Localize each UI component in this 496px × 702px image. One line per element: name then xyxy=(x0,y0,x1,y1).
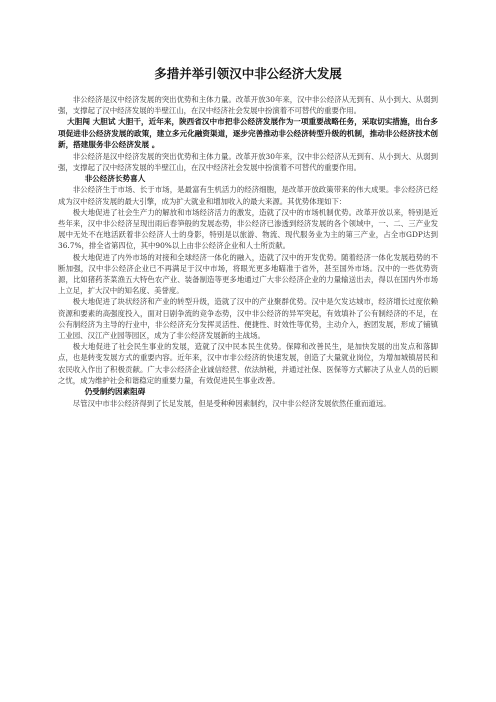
section-heading-growth: 非公经济长势喜人 xyxy=(84,174,146,184)
paragraph-growth-overview: 非公经济生于市场、长于市场，是最富有生机活力的经济细胞，是改革开放政策带来的伟大成果。非公经济已经成为汉中经济发展的最大引擎，成为扩大就业和增加收入的最大来源。其优势体现如下： xyxy=(58,185,438,206)
paragraph-industry-advantage: 极大地促进了块状经济和产业的转型升级，造就了汉中的产业聚群优势。汉中是欠发达城市，经济增长过度依赖资源和要素的高强度投入，面对日剧争流的竞争态势，汉中非公经济的异军突起，有效填补了公有制经济的不足，在公有制经济为主导的行业中，非公经济充分发挥灵活性、便捷性、时效性等优势，主动介入，抱团发展，形成了铺镇工业园、汉江产业园等园区，成为了非公经济发展新的主战场。 xyxy=(58,297,438,341)
document-title: 多措并举引领汉中非公经济大发展 xyxy=(154,66,342,81)
paragraph-bold-summary: 大胆闯 大胆试 大胆干，近年来，陕西省汉中市把非公经济发展作为一项重要战略任务，采取切实措施，出台多项促进非公经济发展的政策，建立多元化融资渠道，逐步完善推动非公经济转型升级的机制，推动非公经济技术创新，搭建服务非公经济发展 。 xyxy=(58,117,438,150)
paragraph-intro-repeat: 非公经济是汉中经济发展的突出优势和主体力量。改革开放30年来，汉中非公经济从无到有、从小到大、从弱到强，支撑起了汉中经济发展的半壁江山，在汉中经济社会发展中扮演着不可替代的重要作用。 xyxy=(58,151,438,172)
paragraph-constraints: 尽管汉中市非公经济得到了长足发展，但是受种种因素制约，汉中非公经济发展依然任重而道远。 xyxy=(72,398,391,408)
paragraph-market-advantage: 极大地促进了社会生产力的解放和市场经济活力的激发，造就了汉中的市场机制优势。改革开放以来，特别是近些年来，汉中非公经济呈现出雨后春笋般的发展态势，非公经济已渗透到经济发展的各个领域中，一、二、三产业发展中无处不在地活跃着非公经济人士的身影，特别是以旅游、物流、现代服务业为主的第三产业，占全市GDP达到36.7%，排全省第四位，其中90%以上由非公经济企业和人士所贡献。 xyxy=(58,207,438,251)
paragraph-open-advantage: 极大地促进了内外市场的对接和全球经济一体化的融入，造就了汉中的开发优势。随着经济一体化发展趋势的不断加强，汉中非公经济企业已不再满足于汉中市场，将眼光更多地瞄准于省外，甚至国外市场。汉中的一些优势资源，比如猪药茶菜渔五大特色农产业、装备制造等更多地通过广大非公经济企业的力量输送出去，得以在国内外市场上立足，扩大汉中的知名度、美誉度。 xyxy=(58,252,438,296)
section-heading-constraints: 仍受制约因素阻碍 xyxy=(84,387,146,397)
paragraph-livelihood-advantage: 极大地促进了社会民生事业的发展，造就了汉中民本民生优势。保障和改善民生，是加快发展的出发点和落脚点，也是转变发展方式的重要内容。近年来，汉中市非公经济的快速发展，创造了大量就业岗位，为增加城镇居民和农民收入作出了积极贡献。广大非公经济企业诚信经营、依法纳税，并通过社保、医保等方式解决了从业人员的后顾之忧，成为维护社会和谐稳定的重要力量，有效促进民生事业改善。 xyxy=(58,342,438,385)
paragraph-intro: 非公经济是汉中经济发展的突出优势和主体力量。改革开放30年来，汉中非公经济从无到有、从小到大、从弱到强，支撑起了汉中经济发展的半壁江山，在汉中经济社会发展中扮演着不可替代的重要作用。 xyxy=(58,95,438,116)
